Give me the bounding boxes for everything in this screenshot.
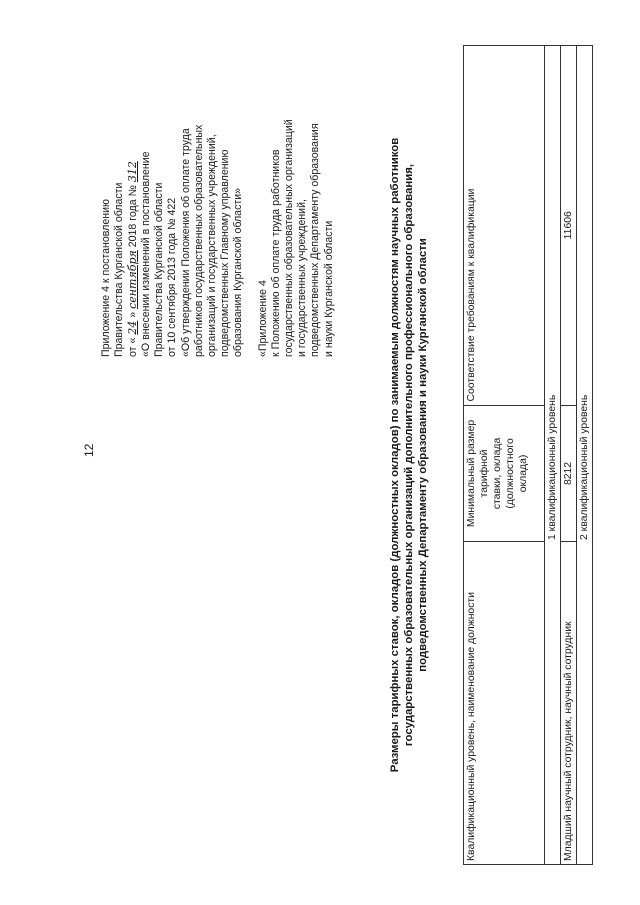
appendix-line: Правительства Курганской области [153, 182, 166, 357]
header-cell-salary: Минимальный размер тарифной ставки, оклада (должностного оклада) [464, 405, 545, 542]
appendix-line: Приложение 4 к постановлению [100, 199, 112, 357]
date-day-handwritten: 24 [126, 320, 140, 335]
appendix-line: организаций и государственных учреждений, [205, 134, 218, 357]
appendix-line: Правительства Курганской области [113, 182, 126, 357]
salary-table [463, 45, 593, 865]
appendix-line: от 10 сентября 2013 года № 422 [166, 197, 179, 357]
title-line: государственных образовательных организаций дополнительного профессионального образования, [403, 163, 416, 747]
appendix-line: образования Курганской области» [231, 187, 244, 357]
document-title [388, 45, 431, 865]
table-header-row [464, 46, 545, 865]
appendix-line: работников государственных образовательных [192, 124, 205, 357]
appendix2-line: и государственных учреждений, [296, 199, 309, 357]
date-year: 2018 года № [127, 185, 140, 248]
header-cell-position: Квалификационный уровень, наименование должности [464, 542, 545, 865]
appendix-line: подведомственных Главному управлению [218, 149, 231, 357]
table-row [561, 46, 577, 865]
appendix-date-line [126, 27, 140, 357]
appendix-line: «Об утверждении Положения об оплате труда [179, 128, 192, 357]
date-number-handwritten: 312 [126, 161, 140, 183]
appendix2-line: подведомственных Департаменту образования [309, 123, 322, 357]
title-line: подведомственных Департаменту образования и науки Курганской области [417, 238, 430, 672]
appendix2-line: к Положению об оплате труда работников [270, 149, 283, 357]
table-row-level [577, 46, 593, 865]
page-number: 12 [82, 443, 96, 457]
title-line: Размеры тарифных ставок, окладов (должностных окладов) по занимаемым должностям научных работников [389, 137, 401, 773]
appendix2-line: и науки Курганской области [322, 220, 335, 357]
date-month-handwritten: сентября [126, 250, 140, 309]
appendix-line: «О внесении изменений в постановление [140, 151, 153, 357]
date-prefix: от « [127, 337, 140, 357]
table-row-level [545, 46, 561, 865]
appendix2-line: государственных образовательных организаций [283, 119, 296, 357]
header-cell-qualification: Соответствие требованиям к квалификации [464, 46, 545, 406]
level-1-cell: 1 квалификационный уровень [545, 46, 561, 865]
appendix2-line: «Приложение 4 [257, 280, 270, 357]
appendix-block [100, 27, 336, 357]
position-cell: Младший научный сотрудник, научный сотрудник [561, 542, 577, 865]
date-mid: » [127, 311, 140, 318]
level-2-cell: 2 квалификационный уровень [577, 46, 593, 865]
qualification-cell: 11606 [561, 46, 577, 406]
salary-cell: 8212 [561, 405, 577, 542]
